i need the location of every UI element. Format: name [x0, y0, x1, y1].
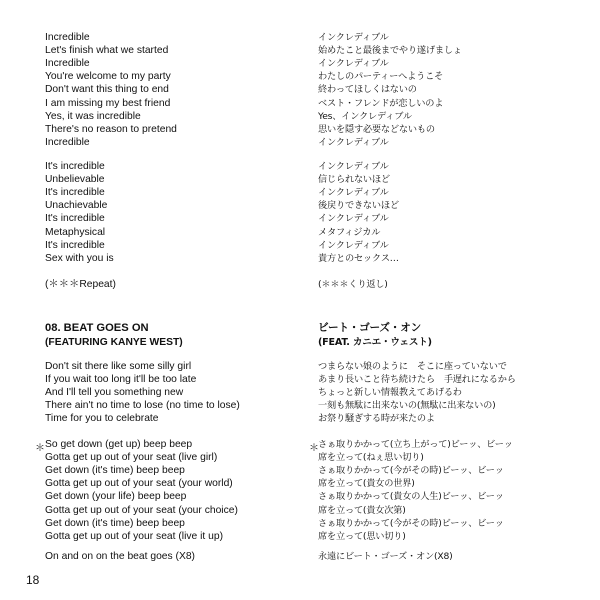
lyric-line: I am missing my best friend [45, 97, 171, 109]
lyric-line: 貴方とのセックス… [318, 252, 399, 264]
lyric-line: つまらない娘のように そこに座っていないで [318, 361, 507, 372]
lyric-line: Time for you to celebrate [45, 413, 159, 425]
lyric-line: 信じられないほど [318, 174, 390, 186]
lyric-line: Unbelievable [45, 174, 105, 186]
lyric-line: And I'll tell you something new [45, 387, 184, 399]
page-number: 18 [26, 573, 40, 587]
lyric-line: It's incredible [45, 239, 105, 251]
outro-line: 永遠にビート・ゴーズ・オン(X8) [318, 551, 453, 562]
lyric-line: わたしのパーティーへようこそ [318, 71, 444, 83]
lyric-line: 席を立って(ねぇ思い切り) [318, 452, 424, 464]
lyric-line: It's incredible [45, 161, 105, 172]
song-subtitle: (FEAT. カニエ・ウェスト) [318, 337, 432, 348]
lyric-line: Gotta get up out of your seat (live girl) [45, 452, 218, 464]
lyric-line: Gotta get up out of your seat (live it up) [45, 530, 224, 542]
lyric-line: ベスト・フレンドが恋しいのよ [318, 97, 444, 109]
lyric-line: Gotta get up out of your seat (your world) [45, 478, 233, 490]
lyric-line: インクレディブル [318, 58, 389, 70]
lyric-line: There's no reason to pretend [45, 123, 177, 135]
lyric-line: Gotta get up out of your seat (your choice) [45, 504, 238, 516]
lyric-line: 席を立って(貴女の世界) [318, 478, 415, 490]
lyric-line: インクレディブル [318, 136, 389, 148]
lyric-line: It's incredible [45, 213, 105, 225]
lyric-line: インクレディブル [318, 239, 389, 251]
lyric-line: Don't want this thing to end [45, 84, 169, 96]
lyric-line: さぁ取りかかって(立ち上がって)ビーッ、ビーッ [318, 439, 513, 450]
lyric-line: Get down (it's time) beep beep [45, 465, 185, 477]
lyric-line: You're welcome to my party [45, 71, 171, 83]
lyric-line: Yes, it was incredible [45, 110, 141, 122]
lyric-line: Yes、インクレディブル [318, 110, 412, 122]
lyric-line: Incredible [45, 32, 90, 43]
lyric-line: Sex with you is [45, 252, 114, 264]
song-subtitle: (FEATURING KANYE WEST) [45, 337, 183, 348]
lyric-line: さぁ取りかかって(今がその時)ビーッ、ビーッ [318, 517, 504, 529]
lyric-line: メタフィジカル [318, 226, 381, 238]
song-title: 08. BEAT GOES ON [45, 322, 149, 334]
lyric-line: さぁ取りかかって(今がその時)ビーッ、ビーッ [318, 465, 504, 477]
lyric-line: Don't sit there like some silly girl [45, 361, 192, 372]
lyric-line: お祭り騒ぎする時が来たのよ [318, 413, 435, 425]
lyric-line: So get down (get up) beep beep [45, 439, 193, 450]
lyric-line: 終わってほしくはないの [318, 84, 417, 96]
lyric-line: Let's finish what we started [45, 45, 169, 57]
lyric-line: 思いを隠す必要などないもの [318, 123, 435, 135]
lyric-line: Incredible [45, 58, 90, 70]
lyric-line: If you wait too long it'll be too late [45, 374, 197, 386]
lyric-line: ちょっと新しい情報教えてあげるわ [318, 387, 462, 399]
lyric-line: It's incredible [45, 187, 105, 199]
lyric-line: 後戻りできないほど [318, 200, 399, 212]
lyric-line: あまり長いこと待ち続けたら 手遅れになるから [318, 374, 516, 386]
lyric-line: Unachievable [45, 200, 108, 212]
lyric-line: 一刻も無駄に出来ないの(無駄に出来ないの) [318, 400, 496, 412]
lyric-line: インクレディブル [318, 213, 389, 225]
outro-line: On and on on the beat goes (X8) [45, 551, 195, 562]
chorus-marker: ＊ [309, 443, 319, 454]
lyric-line: Get down (it's time) beep beep [45, 517, 185, 529]
repeat-note: (＊＊＊Repeat) [45, 279, 116, 290]
lyric-line: 席を立って(貴女次第) [318, 504, 406, 516]
lyric-line: インクレディブル [318, 187, 389, 199]
lyric-line: インクレディブル [318, 32, 389, 43]
song-title: ビート・ゴーズ・オン [318, 322, 421, 334]
lyric-line: Metaphysical [45, 226, 106, 238]
lyric-line: Incredible [45, 136, 90, 148]
lyric-line: 席を立って(思い切り) [318, 530, 406, 542]
lyric-line: There ain't no time to lose (no time to lose) [45, 400, 240, 412]
lyric-line: Get down (your life) beep beep [45, 491, 187, 503]
lyric-line: インクレディブル [318, 161, 389, 172]
lyric-line: 始めたこと最後までやり遂げましょ [318, 45, 462, 57]
lyric-line: さぁ取りかかって(貴女の人生)ビーッ、ビーッ [318, 491, 504, 503]
chorus-marker: ＊ [35, 443, 45, 454]
repeat-note: (＊＊＊くり返し) [318, 279, 388, 290]
